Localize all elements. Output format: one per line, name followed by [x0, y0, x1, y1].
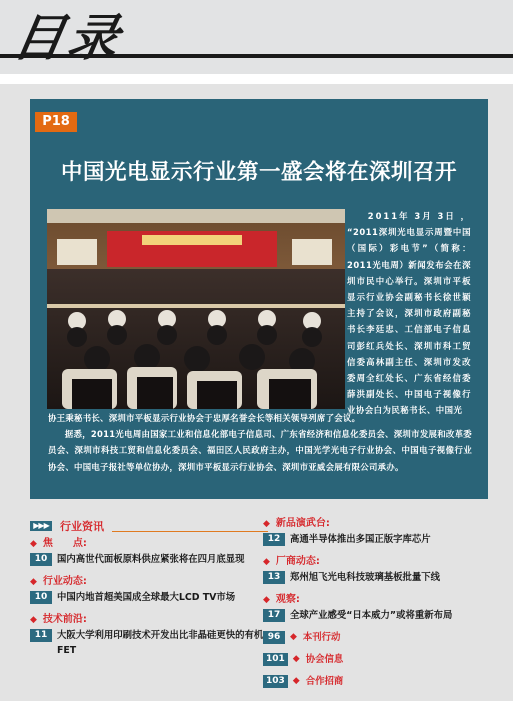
toc-category — [30, 536, 268, 552]
toc-page-number: 12 — [263, 533, 285, 546]
toc-entry-title: 协会信息 — [305, 654, 344, 665]
toc-entry-title: 高通半导体推出多国正版字库芯片 — [290, 534, 431, 545]
feature-body-column — [347, 208, 471, 419]
toc-entry[interactable] — [263, 674, 503, 690]
diamond-bullet-icon: ◆ — [30, 577, 37, 587]
toc-entry[interactable] — [263, 532, 503, 548]
spacer — [263, 690, 503, 696]
toc-entry-title: 全球产业感受“日本威力”或将重新布局 — [290, 610, 453, 621]
toc-entry[interactable] — [263, 630, 503, 646]
diamond-bullet-icon: ◆ — [290, 632, 297, 642]
diamond-bullet-icon: ◆ — [30, 539, 37, 549]
feature-paragraph-2: 据悉，2011光电周由国家工业和信息化部电子信息司、广东省经济和信息化委员会、深圳市发展和改革委员会、深圳市科技工贸和信息化委员会、福田区人民政府主办，中国光学光电子行业协会、中国电子视像行业协会、中国电子报社等单位协办，深圳市平板显示行业协会、深圳市亚威会展有限公司承办。 — [48, 429, 472, 472]
toc-category — [30, 612, 268, 628]
toc-page-number: 17 — [263, 609, 285, 622]
toc-entry[interactable] — [263, 652, 503, 668]
toc-entry[interactable] — [30, 552, 268, 568]
toc-entry-title: 中国内地首超美国成全球最大LCD TV市场 — [57, 592, 236, 603]
toc-category-label: 行业动态: — [42, 576, 87, 587]
toc-page-number: 10 — [30, 591, 52, 604]
toc-entry[interactable] — [30, 590, 268, 606]
feature-body-full — [48, 410, 472, 475]
section-arrows-icon: ▶▶▶ — [30, 521, 52, 531]
page-tag-badge[interactable]: P18 — [35, 112, 77, 132]
section-label[interactable]: 行业资讯 — [60, 520, 104, 533]
toc-category — [30, 574, 268, 590]
section-header — [30, 516, 268, 536]
toc-category-label: 焦 点: — [42, 538, 87, 549]
toc-entry-title: 本刊行动 — [302, 632, 341, 643]
toc-entry-title: 大阪大学利用印刷技术开发出比非晶硅更快的有机FET — [57, 630, 264, 656]
feature-date: 2011年 3月 3日 ， — [367, 211, 471, 221]
page-title: 目录 — [8, 9, 128, 67]
section-rule — [112, 531, 268, 532]
diamond-bullet-icon: ◆ — [263, 557, 270, 567]
toc-category-label: 厂商动态: — [275, 556, 320, 567]
toc-entry[interactable] — [30, 628, 268, 658]
toc-page-number: 101 — [263, 653, 288, 666]
diamond-bullet-icon: ◆ — [263, 519, 270, 529]
toc-category — [263, 554, 503, 570]
toc-entry[interactable] — [263, 570, 503, 586]
conference-photo — [47, 209, 345, 409]
diamond-bullet-icon: ◆ — [263, 595, 270, 605]
toc-page-number: 96 — [263, 631, 285, 644]
toc-page-number: 11 — [30, 629, 52, 642]
toc-right-column — [263, 516, 503, 696]
toc-entry-title: 合作招商 — [305, 676, 344, 687]
diamond-bullet-icon: ◆ — [30, 615, 37, 625]
toc-category — [263, 516, 503, 532]
diamond-bullet-icon: ◆ — [292, 676, 300, 686]
toc-category-label: 技术前沿: — [42, 614, 87, 625]
toc-page-number: 13 — [263, 571, 285, 584]
toc-page-number: 103 — [263, 675, 288, 688]
toc-entry-title: 郑州旭飞光电科技玻璃基板批量下线 — [290, 572, 441, 583]
toc-category — [263, 592, 503, 608]
toc-entry[interactable] — [263, 608, 503, 624]
diamond-bullet-icon: ◆ — [292, 654, 300, 664]
toc-page-number: 10 — [30, 553, 52, 566]
toc-category-label: 观察: — [275, 594, 300, 605]
toc-left-column — [30, 516, 268, 664]
toc-category-label: 新品演武台: — [275, 518, 330, 529]
toc-entry-title: 国内高世代面板原料供应紧张将在四月底显现 — [57, 554, 245, 565]
feature-paragraph-1: 协王乘秘书长、深圳市平板显示行业协会于忠厚名誉会长等相关领导列席了会议。 — [48, 413, 361, 423]
spacer — [30, 658, 268, 664]
feature-title[interactable]: 中国光电显示行业第一盛会将在深圳召开 — [60, 160, 457, 185]
feature-column-text: “2011深圳光电显示周暨中国（国际）彩电节”（简称：2011光电周）新闻发布会在深圳市民中心举行。深圳市平板显示行业协会副秘书长徐世颖主持了会议，深圳市政府副秘书长李廷忠、工信部电子信息司彭红兵处长、深圳市科工贸信委高林副主任、深圳市发改委周全红处长、广东省经信委薛洪副处长、中国电子视像行业协会白为民秘书长、中国光 — [347, 227, 471, 416]
